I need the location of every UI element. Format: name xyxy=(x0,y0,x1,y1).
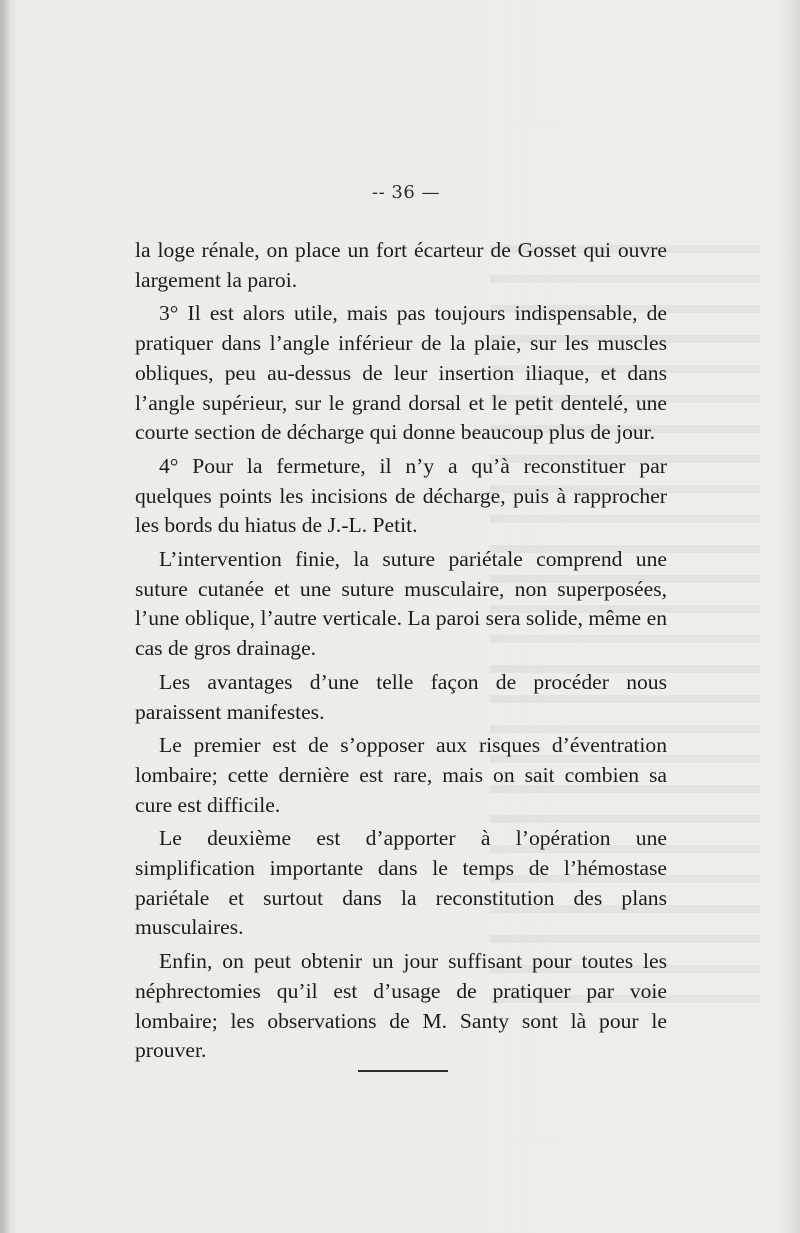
body-text xyxy=(135,236,667,1070)
page-number: -- 36 — xyxy=(371,182,440,203)
paragraph-5: Les avantages d’une telle façon de procéder nous paraissent manifestes. xyxy=(135,669,667,724)
section-end-rule xyxy=(358,1070,448,1072)
paragraph-1: la loge rénale, on place un fort écarteur de Gosset qui ouvre largement la paroi. xyxy=(135,238,667,292)
page-gutter-shadow xyxy=(0,0,10,1233)
paragraph-7: Le deuxième est d’apporter à l’opération une simplification importante dans le temps de l’hémostase pariétale et surtout dans la reconstitution des plans musculaires. xyxy=(135,826,667,940)
paragraph-8: Enfin, on peut obtenir un jour suffisant pour toutes les néphrectomies qu’il est d’usage de pratiquer par voie lombaire; les observations de M. Santy sont là pour le prouver. xyxy=(135,949,667,1063)
paragraph-6: Le premier est de s’opposer aux risques d’éventration lombaire; cette dernière est rare, mais on sait combien sa cure est difficile. xyxy=(135,733,667,817)
paragraph-2: 3° Il est alors utile, mais pas toujours indispensable, de pratiquer dans l’angle inférieur de la plaie, sur les muscles obliques, peu au-dessus de leur insertion iliaque, et dans l’angle supérieur, sur le grand dorsal et le petit dentelé, une courte section de décharge qui donne beaucoup plus de jour. xyxy=(135,301,667,445)
paragraph-3: 4° Pour la fermeture, il n’y a qu’à reconstituer par quelques points les incisions de décharge, puis à rapprocher les bords du hiatus de J.-L. Petit. xyxy=(135,453,667,538)
paragraph-4: L’intervention finie, la suture pariétale comprend une suture cutanée et une suture musculaire, non superposées, l’une oblique, l’autre verticale. La paroi sera solide, même en cas de gros drainage. xyxy=(135,547,667,661)
